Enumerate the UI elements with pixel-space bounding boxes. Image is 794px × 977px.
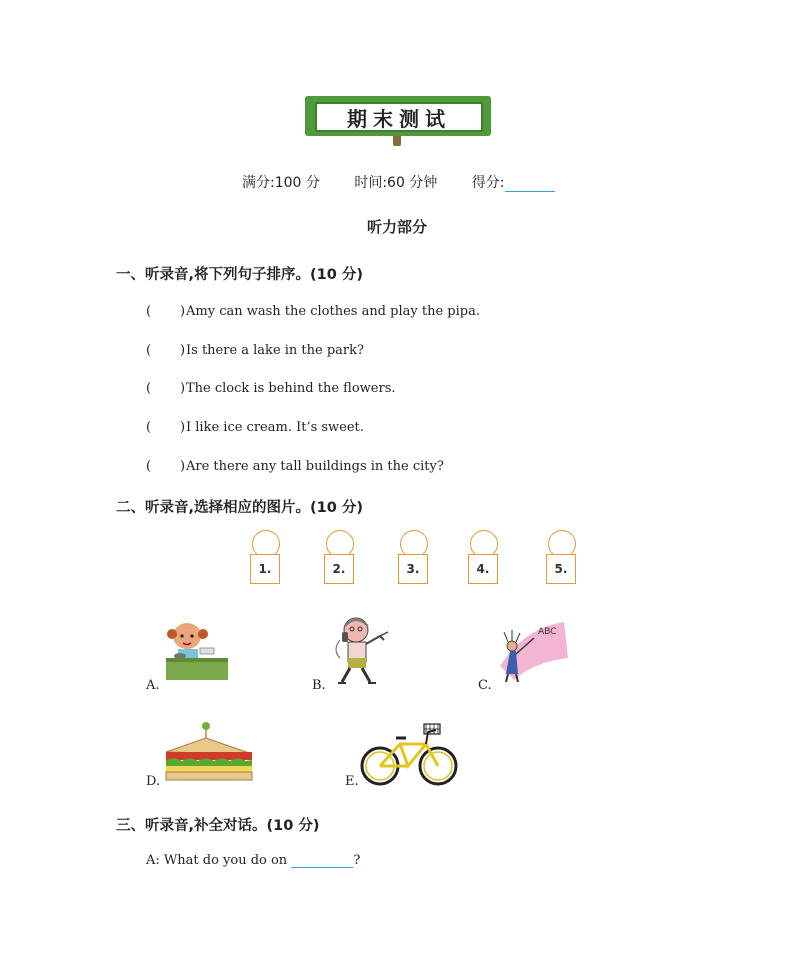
picture-label-e: E.	[345, 774, 359, 789]
sentence-text: I like ice cream. It’s sweet.	[186, 420, 364, 435]
picture-label-a: A.	[146, 678, 160, 693]
answer-box-1[interactable]	[250, 530, 280, 582]
part3-heading: 三、听录音,补全对话。(10 分)	[116, 818, 320, 834]
title-sign	[305, 96, 491, 146]
box-number: 3.	[398, 554, 428, 584]
sentence-text: Is there a lake in the park?	[186, 343, 364, 358]
list-item	[146, 304, 480, 319]
answer-box-3[interactable]	[398, 530, 428, 582]
part2-heading: 二、听录音,选择相应的图片。(10 分)	[116, 500, 363, 516]
box-number: 5.	[546, 554, 576, 584]
box-number: 2.	[324, 554, 354, 584]
answer-parens[interactable]: ( )	[146, 459, 186, 474]
sentence-text: Amy can wash the clothes and play the pipa.	[186, 304, 480, 319]
score-label: 得分:	[471, 175, 505, 191]
sentence-text: The clock is behind the flowers.	[186, 381, 396, 396]
answer-box-2[interactable]	[324, 530, 354, 582]
section-title: 听力部分	[366, 218, 427, 236]
answer-parens[interactable]: ( )	[146, 304, 186, 319]
sign-post	[393, 136, 401, 146]
full-score: 满分:100 分	[242, 175, 320, 191]
picture-label-b: B.	[312, 678, 326, 693]
answer-parens[interactable]: ( )	[146, 381, 186, 396]
box-number: 1.	[250, 554, 280, 584]
page-title: 期末测试	[315, 102, 483, 132]
dialogue-suffix: ?	[353, 853, 361, 868]
sandwich-image	[162, 720, 256, 784]
answer-parens[interactable]: ( )	[146, 343, 186, 358]
list-item	[146, 381, 396, 396]
teacher-abc-image	[494, 618, 572, 684]
picture-label-d: D.	[146, 774, 161, 789]
abc-text: ABC	[538, 627, 557, 637]
picture-label-c: C.	[478, 678, 492, 693]
list-item	[146, 459, 444, 474]
list-item	[146, 343, 364, 358]
answer-box-4[interactable]	[468, 530, 498, 582]
part1-heading: 一、听录音,将下列句子排序。(10 分)	[116, 267, 363, 283]
answer-box-5[interactable]	[546, 530, 576, 582]
dialogue-prefix: A: What do you do on	[146, 853, 288, 868]
dialogue-blank[interactable]	[291, 853, 353, 868]
dialogue-line	[146, 853, 360, 868]
score-blank[interactable]	[505, 177, 555, 192]
box-number: 4.	[468, 554, 498, 584]
list-item	[146, 420, 364, 435]
old-man-phone-image	[328, 614, 394, 686]
answer-parens[interactable]: ( )	[146, 420, 186, 435]
exam-meta	[242, 172, 585, 192]
time-limit: 时间:60 分钟	[354, 175, 438, 191]
sentence-text: Are there any tall buildings in the city?	[186, 459, 444, 474]
bicycle-image	[360, 722, 458, 788]
girl-at-desk-image	[164, 614, 230, 682]
